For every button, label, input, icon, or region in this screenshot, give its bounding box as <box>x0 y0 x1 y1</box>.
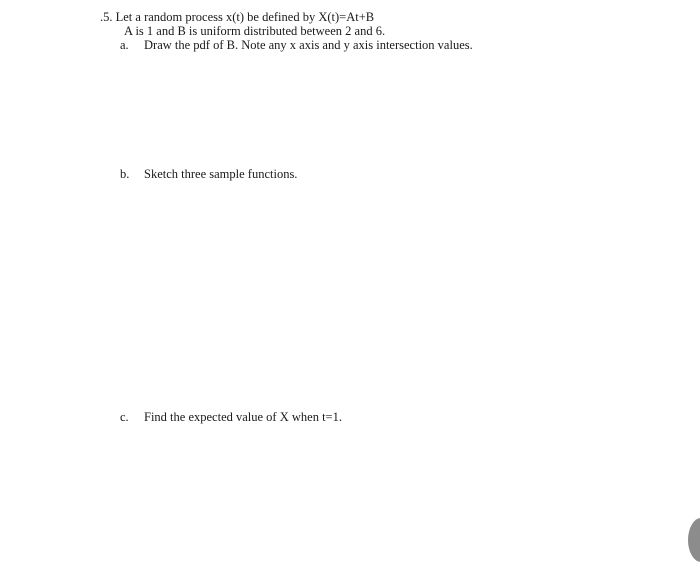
part-c-text: Find the expected value of X when t=1. <box>144 410 342 424</box>
corner-scroll-handle <box>688 518 700 562</box>
part-c-letter: c. <box>120 410 129 424</box>
part-a-text: Draw the pdf of B. Note any x axis and y axis intersection values. <box>144 38 473 52</box>
problem-subtitle: A is 1 and B is uniform distributed between 2 and 6. <box>124 24 386 38</box>
problem-title: .5. Let a random process x(t) be defined by X(t)=At+B <box>100 10 375 24</box>
part-b-text: Sketch three sample functions. <box>144 167 298 181</box>
part-b-letter: b. <box>120 167 130 181</box>
part-a-letter: a. <box>120 38 129 52</box>
